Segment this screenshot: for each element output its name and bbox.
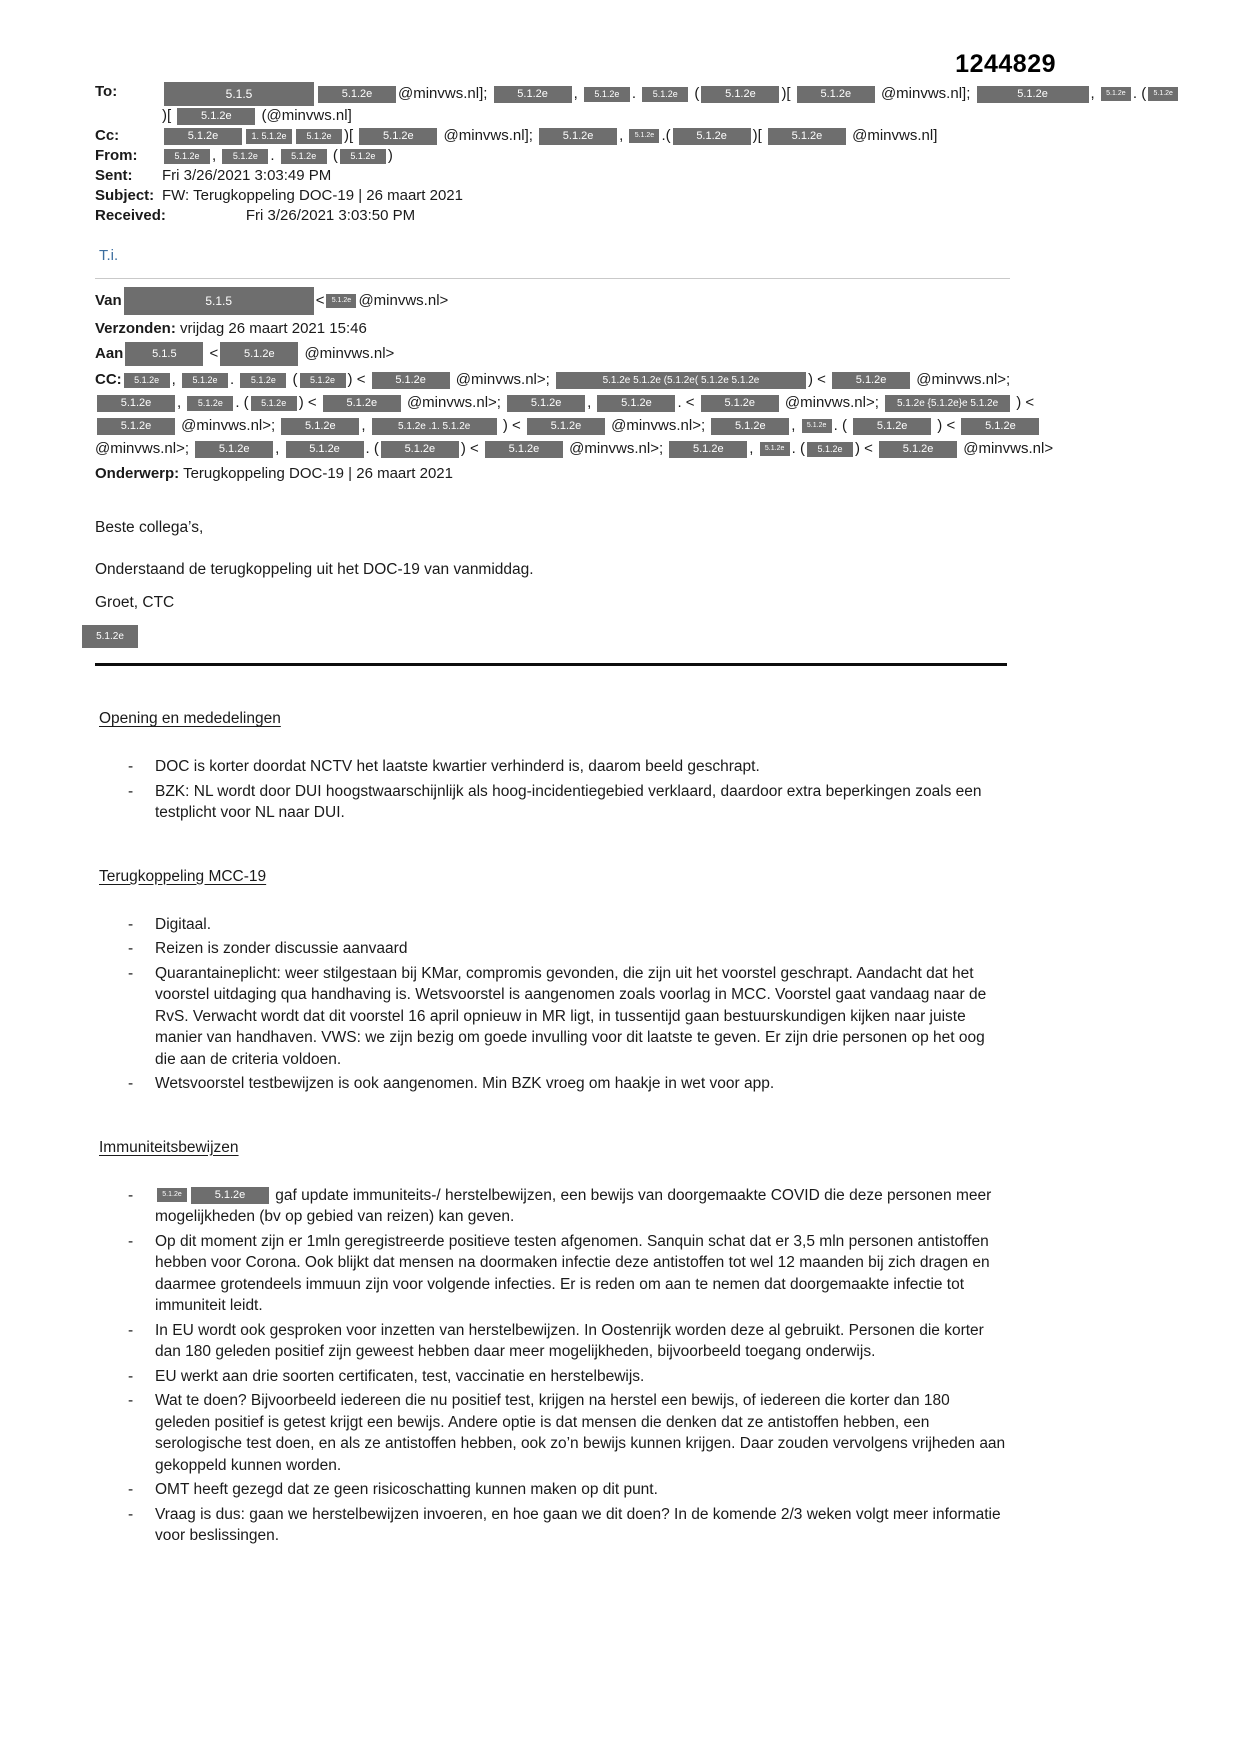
text-fragment: . (: [833, 417, 852, 435]
text-fragment: Reizen is zonder discussie aanvaard: [155, 940, 408, 958]
bullet-item: [155, 914, 1007, 936]
header-row: [95, 166, 1181, 185]
bullet-item: [155, 1185, 1007, 1228]
text-fragment: <: [205, 345, 219, 362]
redaction-box: 5.1.2e: [164, 149, 210, 164]
text-fragment: @minvws.nl];: [398, 84, 492, 102]
text-fragment: .: [631, 84, 641, 102]
text-fragment: @minvws.nl>;: [95, 440, 194, 458]
text-fragment: (: [288, 371, 298, 389]
redaction-box: 5.1.2e: [961, 418, 1039, 435]
email-header: [95, 82, 1181, 225]
section-heading: Opening en mededelingen: [99, 710, 281, 728]
header-row: [95, 287, 1090, 315]
text-fragment: ,: [212, 147, 221, 164]
redaction-box: 5.1.2e: [177, 108, 255, 125]
text-fragment: @minvws.nl>;: [606, 417, 710, 435]
bullet-item: [155, 963, 1007, 1071]
redaction-box: 5.1.2e: [802, 419, 832, 433]
header-field-label: Verzonden:: [95, 320, 176, 337]
redaction-box: 5.1.2e: [124, 373, 170, 388]
redaction-box: 5.1.2e: [629, 129, 659, 143]
header-field-value: [166, 206, 1181, 225]
forwarded-email-header: [95, 287, 1090, 485]
text-fragment: <: [315, 291, 325, 309]
bullet-item: [155, 1073, 1007, 1095]
text-fragment: Wat te doen? Bijvoorbeeld iedereen die nu positief test, krijgen na herstel een bewijs, of iedereen die korter dan 180 geleden positief is getest krijgt een bewijs. Andere optie is dat mensen die denken dat ze antistoffen hebben, een serologische test doen, en als ze antistoffen hebben, ook zo’n bewijs kunnen krijgen. Daar zouden vervolgens vrijheden aan gekoppeld kunnen worden.: [155, 1392, 1006, 1474]
redaction-box: 5.1.2e: [832, 372, 910, 389]
redaction-box: 1. 5.1.2e: [246, 129, 292, 144]
text-fragment: )[: [344, 127, 358, 144]
body-paragraph: Onderstaand de terugkoppeling uit het DOC-19 van vanmiddag.: [95, 561, 534, 579]
text-fragment: Wetsvoorstel testbewijzen is ook aangenomen. Min BZK vroeg om haakje in wet voor app.: [155, 1075, 775, 1093]
document-number: 1244829: [955, 50, 1056, 78]
thick-divider: [95, 663, 1007, 666]
text-fragment: vrijdag 26 maart 2021 15:46: [175, 320, 367, 337]
redaction-box: 5.1.2e 5.1.2e (5.1.2e( 5.1.2e 5.1.2e: [556, 372, 806, 389]
bullet-item: [155, 1479, 1007, 1501]
redaction-box: 5.1.2e: [1148, 87, 1178, 101]
text-fragment: @minvws.nl];: [439, 127, 538, 144]
text-fragment: OMT heeft gezegd dat ze geen risicoschatting kunnen maken op dit punt.: [155, 1481, 658, 1499]
header-field-label: Received:: [95, 207, 166, 224]
redaction-box: 5.1.2e: [97, 418, 175, 435]
text-fragment: EU werkt aan drie soorten certificaten, test, vaccinatie en herstelbewijs.: [155, 1367, 645, 1385]
redaction-box: 5.1.2e: [323, 395, 401, 412]
redaction-box: 5.1.2e: [340, 149, 386, 164]
redaction-box: 5.1.2e: [222, 149, 268, 164]
header-field-label: Subject:: [95, 187, 155, 204]
text-fragment: (: [690, 84, 700, 102]
section-heading: Terugkoppeling MCC-19: [99, 867, 267, 885]
header-row: [95, 462, 1090, 485]
header-field-label: From:: [95, 147, 138, 164]
text-fragment: @minvws.nl>;: [564, 440, 668, 458]
header-field-label: Aan: [95, 345, 124, 362]
text-fragment: ,: [791, 417, 800, 435]
header-field-value: [162, 166, 1181, 185]
redaction-box: 5.1.2e: [1101, 87, 1131, 101]
section-heading: Immuniteitsbewijzen: [99, 1138, 239, 1156]
text-fragment: Quarantaineplicht: weer stilgestaan bij KMar, compromis gevonden, die zijn uit het voorstel geschrapt. Aandacht dat het voorstel uitdaging qua handhaving is. Wetsvoorstel is aangenomen zoals voorlag in MCC. Voorstel gaat vandaag naar de RvS. Verwacht wordt dat dit voorstel 16 april opnieuw in MR ligt, in tussentijd gaan bestuurskundigen kijken naar juiste manier van handhaven. VWS: we zijn bezig om goede invulling voor dit laatste te geven. Er zijn drie personen op het oog die aan de criteria voldoen.: [155, 964, 987, 1068]
text-fragment: Digitaal.: [155, 915, 211, 933]
text-fragment: @minvws.nl>;: [912, 371, 1011, 389]
redaction-box: 5.1.2e: [642, 87, 688, 102]
redaction-box: 5.1.2e: [701, 86, 779, 103]
header-field-label: To:: [95, 83, 118, 100]
text-fragment: ) <: [854, 440, 878, 458]
text-fragment: ) <: [460, 440, 483, 458]
text-fragment: ,: [171, 371, 181, 389]
bullet-item: [155, 781, 1007, 824]
redaction-box: 5.1.2e: [797, 86, 875, 103]
text-fragment: BZK: NL wordt door DUI hoogstwaarschijnlijk als hoog-incidentiegebied verklaard, daardoor extra beperkingen zoals een testplicht voor NL naar DUI.: [155, 782, 982, 822]
redaction-box: 5.1.2e: [157, 1188, 187, 1202]
redaction-box: 5.1.2e: [485, 441, 563, 458]
bullet-item: [155, 756, 1007, 778]
redaction-box: 5.1.2e: [359, 128, 437, 145]
text-fragment: ) <: [1012, 394, 1035, 412]
text-fragment: @minvws.nl]: [847, 127, 938, 144]
thin-divider: [95, 278, 1010, 279]
redaction-box: 5.1.5: [125, 342, 203, 366]
redaction-box: 5.1.2e: [187, 396, 233, 411]
text-fragment: ) <: [498, 417, 525, 435]
redaction-box: 5.1.2e: [318, 86, 396, 103]
redaction-box: 5.1.2e: [701, 395, 779, 412]
text-fragment: @minvws.nl>;: [402, 394, 506, 412]
forward-note: T.i.: [99, 247, 119, 264]
text-fragment: @minvws.nl];: [876, 84, 975, 102]
text-fragment: . (: [791, 440, 805, 458]
redaction-box: 5.1.5: [164, 82, 314, 106]
redaction-box: 5.1.2e: [584, 87, 630, 102]
bullet-list: [95, 1185, 1181, 1547]
bullet-item: [155, 1320, 1007, 1363]
text-fragment: . (: [1132, 84, 1147, 102]
redaction-box: 5.1.2e: [286, 441, 364, 458]
redaction-box: 5.1.2e: [381, 441, 459, 458]
redaction-box: 5.1.2e: [182, 373, 228, 388]
text-fragment: DOC is korter doordat NCTV het laatste kwartier verhinderd is, daarom beeld geschrapt.: [155, 758, 760, 776]
bullet-list: [95, 756, 1181, 824]
text-fragment: .(: [661, 127, 671, 144]
text-fragment: @minvws.nl>: [300, 345, 395, 362]
text-fragment: (: [328, 147, 338, 164]
text-fragment: ,: [749, 440, 758, 458]
text-fragment: ,: [619, 127, 628, 144]
text-fragment: ) <: [347, 371, 370, 389]
redaction-box: 5.1.2e .1. 5.1.2e: [372, 418, 497, 435]
header-row: [95, 206, 1181, 225]
redaction-box: 5.1.2e: [240, 373, 286, 388]
redaction-box: 5.1.2e: [853, 418, 931, 435]
header-field-value: [162, 146, 1181, 165]
bullet-item: [155, 1231, 1007, 1317]
bullet-item: [155, 1504, 1007, 1547]
redaction-box: 5.1.2e: [191, 1187, 269, 1204]
redaction-box: 5.1.2e: [977, 86, 1089, 103]
text-fragment: Terugkoppeling DOC-19 | 26 maart 2021: [179, 465, 453, 483]
redaction-box: 5.1.2e: [82, 625, 138, 648]
redaction-box: 5.1.2e: [807, 442, 853, 457]
text-fragment: ,: [177, 394, 186, 412]
redaction-box: 5.1.2e: [879, 441, 957, 458]
redaction-box: 5.1.2e: [372, 372, 450, 389]
redaction-box: 5.1.2e: [97, 395, 175, 412]
redaction-box: 5.1.2e: [597, 395, 675, 412]
bullet-item: [155, 1366, 1007, 1388]
bullet-list: [95, 914, 1181, 1095]
bullet-item: [155, 938, 1007, 960]
email-body: [95, 519, 1181, 648]
text-fragment: Op dit moment zijn er 1mln geregistreerde positieve testen afgenomen. Sanquin schat dat er 3,5 mln personen antistoffen hebben voor Corona. Ook blijkt dat mensen na doormaken infectie deze antistoffen tot wel 12 maanden bij zich dragen en daarmee grotendeels immuun zijn voor volgende infecties. Er is reden om aan te nemen dat doorgemaakte infectie tot immuniteit leidt.: [155, 1232, 990, 1315]
text-fragment: )[: [781, 84, 795, 102]
text-fragment: . (: [365, 440, 379, 458]
redaction-box: 5.1.2e: [711, 418, 789, 435]
text-fragment: @minvws.nl>;: [177, 417, 280, 435]
redaction-box: 5.1.2e: [527, 418, 605, 435]
redaction-box: 5.1.2e: [251, 396, 297, 411]
redaction-box: 5.1.2e: [760, 442, 790, 456]
text-fragment: (@minvws.nl]: [257, 107, 352, 124]
header-field-label: Cc:: [95, 127, 120, 144]
header-field-value: [162, 186, 1181, 205]
header-field-label: Onderwerp:: [95, 465, 180, 483]
redaction-box: 5.1.2e: [281, 149, 327, 164]
text-fragment: ,: [1090, 84, 1099, 102]
redaction-box: 5.1.2e: [281, 418, 359, 435]
minutes-sections: [95, 710, 1181, 1547]
redaction-box: 5.1.2e: [768, 128, 846, 145]
header-row: [95, 368, 1090, 460]
header-field-value: [162, 82, 1181, 125]
text-fragment: FW: Terugkoppeling DOC-19 | 26 maart 2021: [162, 187, 463, 204]
header-row: [95, 146, 1181, 165]
redaction-box: 5.1.2e: [296, 129, 342, 144]
header-row: [95, 186, 1181, 205]
redaction-box: 5.1.2e: [494, 86, 572, 103]
text-fragment: ) <: [807, 371, 831, 389]
redaction-box: 5.1.2e: [539, 128, 617, 145]
text-fragment: @minvws.nl>: [959, 440, 1054, 458]
redaction-box: 5.1.2e: [220, 342, 298, 366]
text-fragment: . <: [677, 394, 699, 412]
redaction-box: 5.1.2e: [195, 441, 273, 458]
header-row: [95, 126, 1181, 145]
text-fragment: ): [387, 147, 393, 164]
header-field-label: CC:: [95, 371, 122, 389]
redaction-box: 5.1.2e {5.1.2e}e 5.1.2e: [885, 395, 1010, 412]
header-row: [95, 342, 1090, 366]
header-field-label: Van: [95, 291, 122, 309]
redaction-box: 5.1.2e: [164, 128, 242, 145]
text-fragment: ,: [573, 84, 582, 102]
text-fragment: @minvws.nl>;: [451, 371, 554, 389]
redaction-box: 5.1.2e: [507, 395, 585, 412]
text-fragment: gaf update immuniteits-/ herstelbewijzen, een bewijs van doorgemaakte COVID die deze personen meer mogelijkheden (bv op gebied van reizen) kan geven.: [155, 1186, 992, 1226]
redaction-box: 5.1.2e: [326, 294, 356, 308]
header-field-label: Sent:: [95, 167, 133, 184]
text-fragment: In EU wordt ook gesproken voor inzetten van herstelbewijzen. In Oostenrijk worden deze al gebruikt. Personen die korter dan 180 geleden positief zijn geweest hebben daar meer mogelijkheden, bijvoorbeeld toegang onderwijs.: [155, 1321, 984, 1361]
header-field-value: [123, 345, 394, 362]
header-field-value: [162, 126, 1181, 145]
greeting-text: Beste collega’s,: [95, 519, 204, 537]
text-fragment: Fri 3/26/2021 3:03:49 PM: [162, 167, 332, 184]
redaction-box: 5.1.2e: [673, 128, 751, 145]
header-field-value: [122, 292, 449, 309]
header-field-value: [95, 371, 1053, 457]
text-fragment: ) <: [298, 394, 321, 412]
text-fragment: .: [270, 147, 279, 164]
header-row: [95, 82, 1181, 125]
text-fragment: @minvws.nl>: [358, 291, 449, 309]
text-fragment: ) <: [933, 417, 960, 435]
text-fragment: )[: [752, 127, 766, 144]
text-fragment: .: [230, 371, 239, 389]
redaction-box: 5.1.2e: [300, 373, 346, 388]
text-fragment: @minvws.nl>;: [780, 394, 884, 412]
signoff-text: Groet, CTC: [95, 594, 175, 612]
text-fragment: ,: [275, 440, 284, 458]
redaction-box: 5.1.2e: [669, 441, 747, 458]
header-row: [95, 317, 1090, 340]
text-fragment: Fri 3/26/2021 3:03:50 PM: [245, 207, 416, 224]
text-fragment: ,: [361, 417, 370, 435]
text-fragment: Vraag is dus: gaan we herstelbewijzen invoeren, en hoe gaan we dit doen? In de komende 2/3 weken volgt meer informatie voor beslissingen.: [155, 1505, 1001, 1545]
text-fragment: )[: [162, 107, 176, 124]
bullet-item: [155, 1390, 1007, 1476]
header-field-value: [179, 465, 453, 482]
text-fragment: ,: [587, 394, 596, 412]
text-fragment: . (: [235, 394, 249, 412]
header-field-value: [176, 320, 367, 337]
redaction-box: 5.1.5: [124, 287, 314, 315]
